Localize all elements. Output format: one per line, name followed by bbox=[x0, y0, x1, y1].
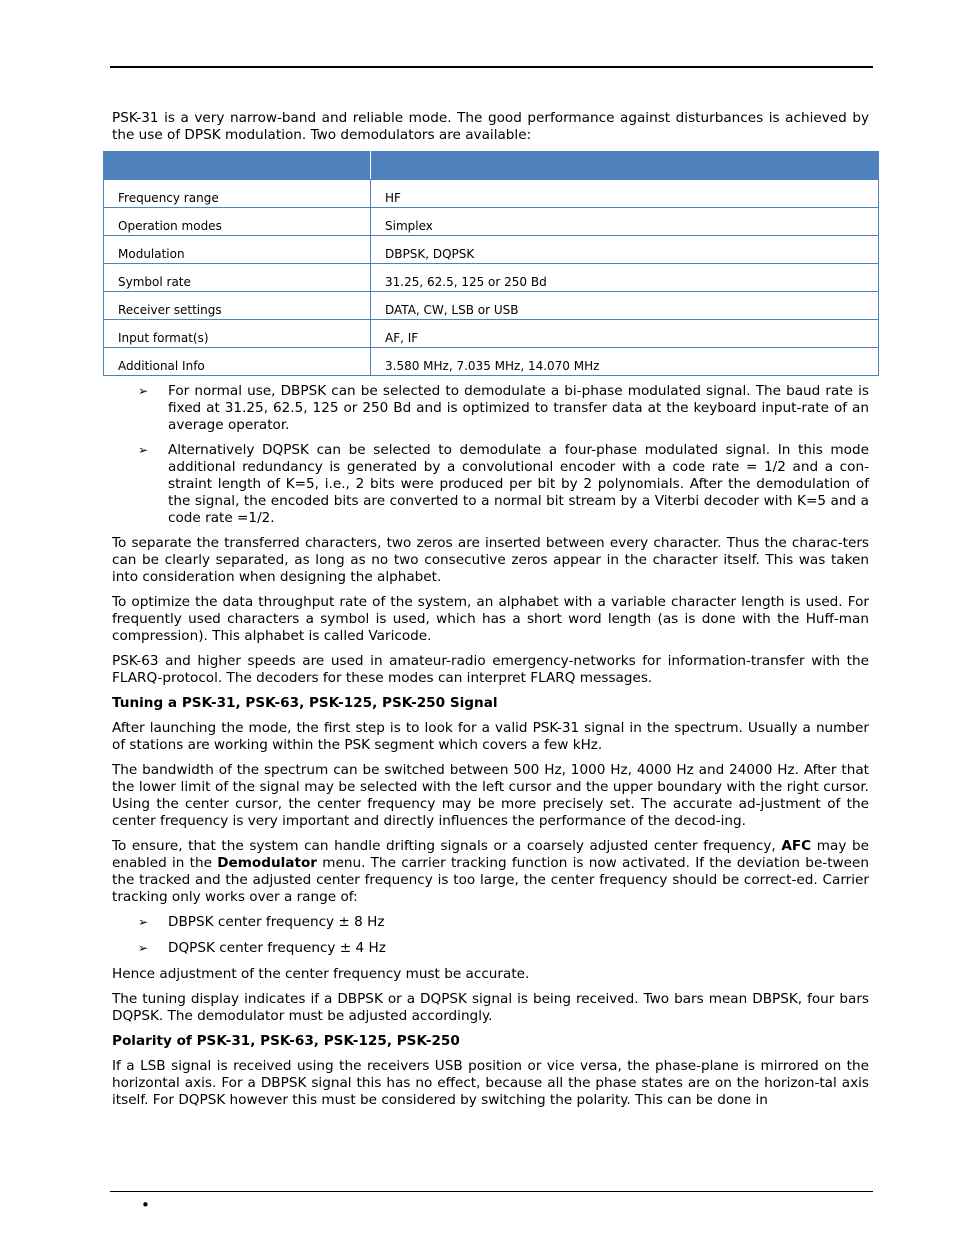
arrow-bullet-icon: ➢ bbox=[138, 915, 149, 929]
paragraph-ensure bbox=[112, 838, 869, 906]
table-row bbox=[104, 320, 879, 348]
table-row bbox=[104, 180, 879, 208]
specs-header-cell-1 bbox=[104, 152, 371, 180]
list-item bbox=[112, 914, 869, 931]
specs-header-cell-2 bbox=[371, 152, 879, 180]
list-item-text: For normal use, DBPSK can be selected to demodulate a bi-phase modulated signal. The baud rate is fixed at 31.25, 62.5, 125 or 250 Bd and is optimized to transfer data at the keyboard input-rate of an average operator. bbox=[168, 383, 869, 433]
spec-value: DATA, CW, LSB or USB bbox=[371, 292, 879, 320]
spec-value: HF bbox=[371, 180, 879, 208]
paragraph-separate: To separate the transferred characters, two zeros are inserted between every character. Thus the charac-ters can be clearly separated, as long as no two consecutive zeros appear in the character itself. This was taken into consideration when designing the alphabet. bbox=[112, 535, 869, 585]
paragraph-bandwidth: The bandwidth of the spectrum can be switched between 500 Hz, 1000 Hz, 4000 Hz and 24000 Hz. After that the lower limit of the signal may be selected with the left cursor and the upper boundary with the right cursor. Using the center cursor, the center frequency may be more precisely set. The accurate ad-justment of the center frequency is very important and directly influences the performance of the decod-ing. bbox=[112, 762, 869, 829]
list-item-text: DBPSK center frequency ± 8 Hz bbox=[168, 914, 385, 930]
arrow-bullet-icon: ➢ bbox=[138, 443, 149, 457]
page-content bbox=[112, 110, 869, 1117]
text-run: may be enabled in the bbox=[112, 838, 869, 871]
table-row bbox=[104, 236, 879, 264]
heading-tuning: Tuning a PSK-31, PSK-63, PSK-125, PSK-250 Signal bbox=[112, 695, 498, 711]
text-run: menu. The carrier tracking function is now activated. If the deviation be-tween the tracked and the adjusted center frequency is too large, the center frequency should be correct-ed. Carrier tracking only works over a range of: bbox=[112, 855, 869, 905]
spec-value: DBPSK, DQPSK bbox=[371, 236, 879, 264]
text-run: To ensure, that the system can handle drifting signals or a coarsely adjusted center frequency, bbox=[112, 838, 782, 854]
specs-table-header bbox=[104, 152, 879, 180]
spec-value: Simplex bbox=[371, 208, 879, 236]
list-item bbox=[112, 940, 869, 957]
spec-label: Symbol rate bbox=[104, 264, 371, 292]
table-row bbox=[104, 348, 879, 376]
footer-rule bbox=[110, 1191, 873, 1192]
paragraph-lsb: If a LSB signal is received using the receivers USB position or vice versa, the phase-plane is mirrored on the horizontal axis. For a DBPSK signal this has no effect, because all the phase states are on the horizon-tal axis itself. For DQPSK however this must be considered by switching the polarity. This can be done in bbox=[112, 1058, 869, 1108]
paragraph-hence: Hence adjustment of the center frequency must be accurate. bbox=[112, 966, 530, 982]
table-row bbox=[104, 208, 879, 236]
paragraph-psk63: PSK-63 and higher speeds are used in amateur-radio emergency-networks for information-transfer with the FLARQ-protocol. The decoders for these modes can interpret FLARQ messages. bbox=[112, 653, 869, 686]
list-item-text: Alternatively DQPSK can be selected to demodulate a four-phase modulated signal. In this mode additional redundancy is generated by a convolutional encoder with a code rate = 1/2 and a con-straint length of K=5, i.e., 2 bits were produced per bit by 2 polynomials. After the demodulation of the signal, the encoded bits are converted to a normal bit stream by a Viterbi decoder with K=5 and a code rate =1/2. bbox=[168, 442, 869, 526]
spec-label: Input format(s) bbox=[104, 320, 371, 348]
list-item-text: DQPSK center frequency ± 4 Hz bbox=[168, 940, 386, 956]
spec-label: Receiver settings bbox=[104, 292, 371, 320]
paragraph-optimize: To optimize the data throughput rate of the system, an alphabet with a variable character length is used. For frequently used characters a symbol is used, which has a short word length (as is done with the Huff-man compression). This alphabet is called Varicode. bbox=[112, 594, 869, 644]
paragraph-tuning-display: The tuning display indicates if a DBPSK or a DQPSK signal is being received. Two bars mean DBPSK, four bars DQPSK. The demodulator must be adjusted accordingly. bbox=[112, 991, 869, 1024]
spec-label: Modulation bbox=[104, 236, 371, 264]
intro-paragraph: PSK-31 is a very narrow-band and reliable mode. The good performance against disturbances is achieved by the use of DPSK modulation. Two demodulators are available: bbox=[112, 110, 869, 143]
arrow-bullet-icon: ➢ bbox=[138, 941, 149, 955]
spec-value: 31.25, 62.5, 125 or 250 Bd bbox=[371, 264, 879, 292]
header-rule bbox=[110, 66, 873, 68]
spec-label: Frequency range bbox=[104, 180, 371, 208]
paragraph-launch: After launching the mode, the first step is to look for a valid PSK-31 signal in the spectrum. Usually a number of stations are working within the PSK segment which covers a few kHz. bbox=[112, 720, 869, 753]
specs-table bbox=[103, 151, 879, 376]
demodulator-menu-term: Demodulator bbox=[217, 855, 317, 871]
footer-bullet: • bbox=[141, 1196, 150, 1214]
table-row bbox=[104, 264, 879, 292]
afc-term: AFC bbox=[781, 838, 812, 854]
spec-value: 3.580 MHz, 7.035 MHz, 14.070 MHz bbox=[371, 348, 879, 376]
list-item bbox=[112, 442, 869, 527]
heading-polarity: Polarity of PSK-31, PSK-63, PSK-125, PSK-250 bbox=[112, 1033, 460, 1049]
list-item bbox=[112, 383, 869, 434]
spec-value: AF, IF bbox=[371, 320, 879, 348]
arrow-bullet-icon: ➢ bbox=[138, 384, 149, 398]
spec-label: Operation modes bbox=[104, 208, 371, 236]
table-row bbox=[104, 292, 879, 320]
spec-label: Additional Info bbox=[104, 348, 371, 376]
